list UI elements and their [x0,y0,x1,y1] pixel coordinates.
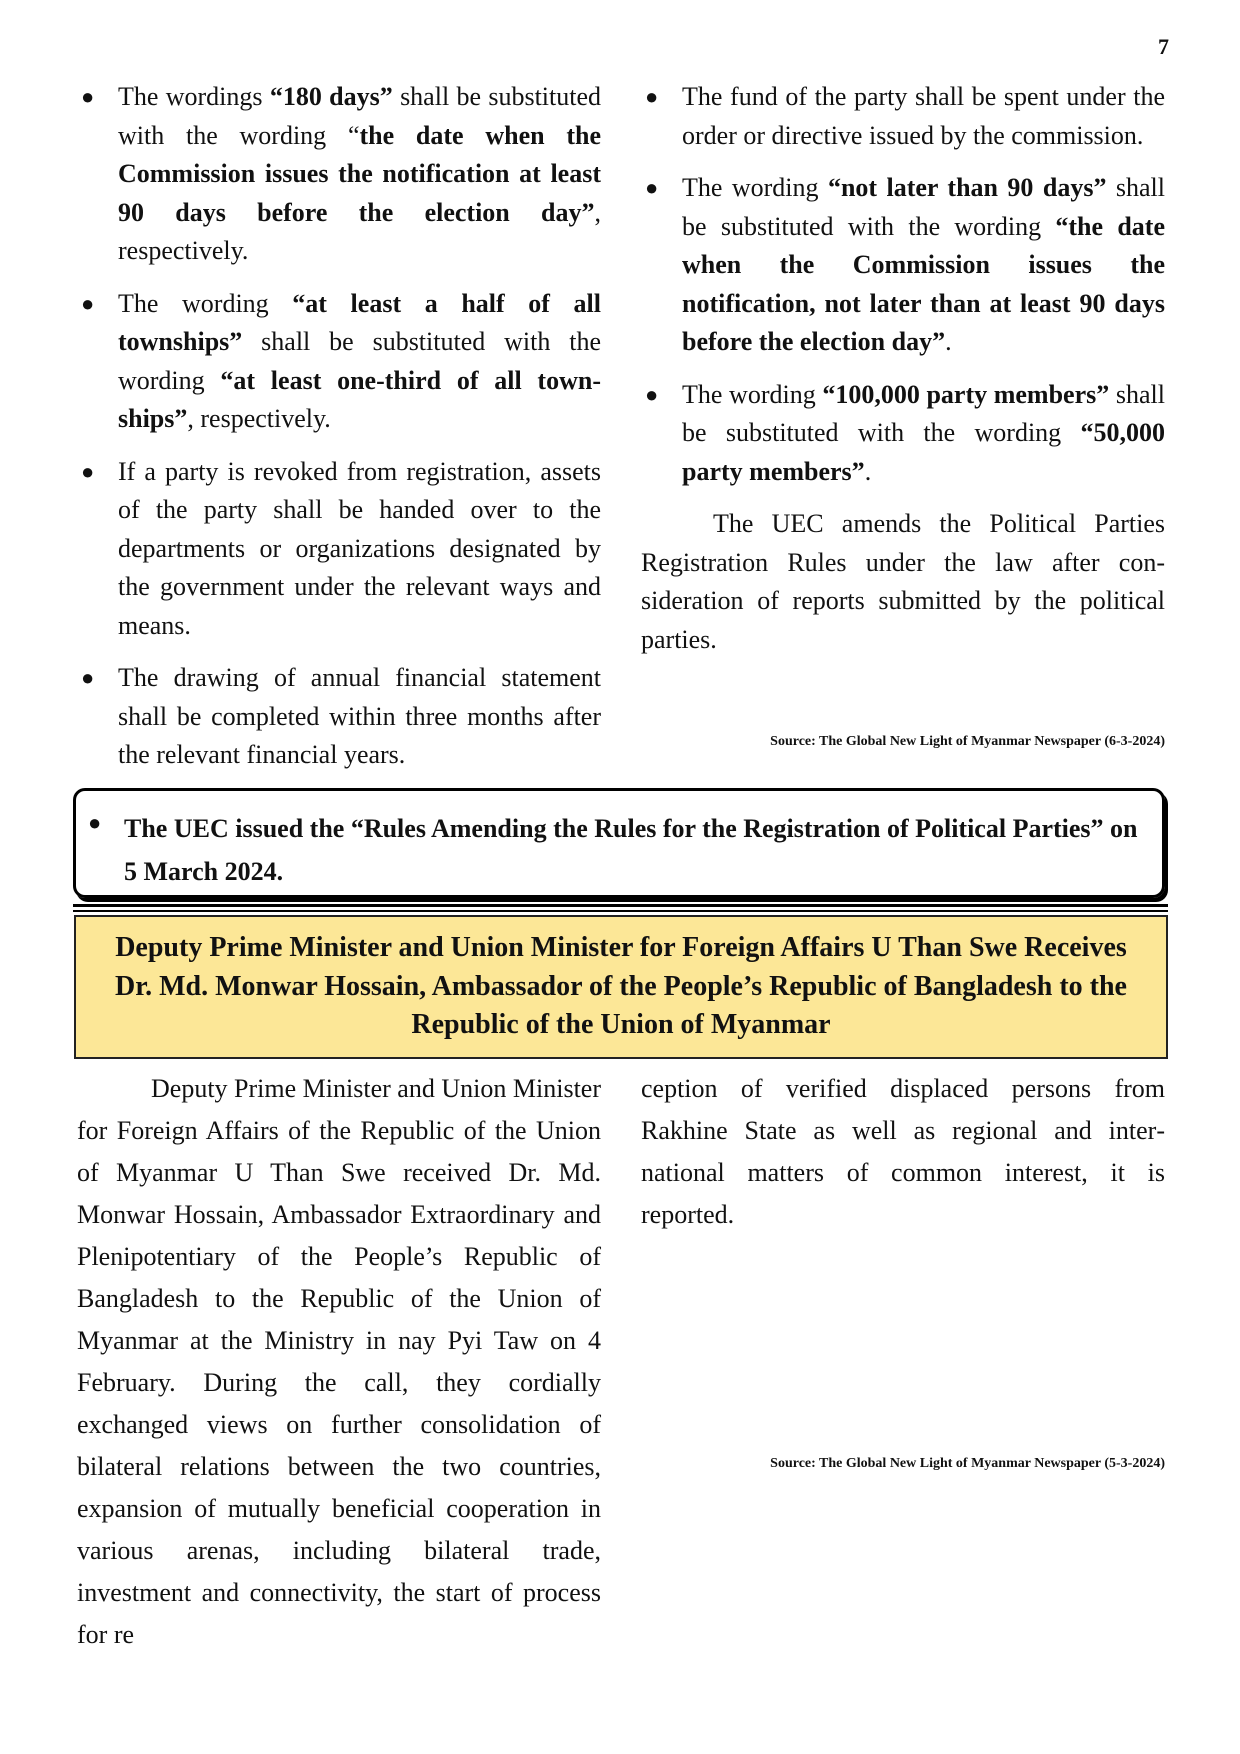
amendment-item [77,78,601,271]
article-left-column [77,1068,601,1656]
amendment-item [77,453,601,646]
amendment-item [77,285,601,439]
emphasis-text: “at least a half of all townships” [118,288,601,356]
source-citation-amendments: Source: The Global New Light of Myanmar Newspaper (6-3-2024) [770,734,1165,749]
amendment-item [641,376,1165,492]
page-number: 7 [1158,34,1169,59]
closing-paragraph: The UEC amends the Political Parties Registration Rules under the law after consideration of reports submitted by the political parties. [641,509,1165,654]
item-text: shall be substituted with the wording [682,173,1165,241]
emphasis-text: “100,000 party members” [822,379,1110,409]
amendments-list-left [77,78,601,775]
item-text: The wordings [118,82,270,111]
item-text: , respectively. [118,197,601,265]
emphasis-text: “not later than 90 days” [827,173,1107,202]
item-text: The wording [682,173,828,202]
item-text: The wording [682,379,823,409]
emphasis-text: “50,000 party members” [682,418,1165,486]
notice-box [73,788,1165,898]
item-text: . [864,456,872,486]
item-text: shall be substituted with the wording [118,327,601,395]
item-text: The drawing of annual financial statement shall be completed within three months after the relevant financial years. [118,663,601,769]
source-citation-article: Source: The Global New Light of Myanmar Newspaper (5-3-2024) [770,1456,1165,1471]
article-right-column [641,1068,1165,1236]
item-text: shall be substituted with the wording “ [118,82,602,150]
amendment-item [77,659,601,775]
amendment-item [641,169,1165,362]
item-text: , respectively. [187,404,331,433]
emphasis-text: “the date when the Commission issues the notification, not later than at least 90 days before the election day” [682,211,1165,356]
article-headline-box [74,915,1168,1059]
amendments-right-column [641,78,1165,659]
emphasis-text: the date when the Commission issues the notification at least 90 days before the election day” [118,120,601,227]
divider-line [73,910,1168,912]
bullet-icon: ● [645,175,659,200]
bullet-icon: ● [81,665,95,690]
item-text: If a party is revoked from registration, assets of the party shall be handed over to the departments or organizations designated by the government under the relevant ways and means. [118,456,601,640]
bullet-icon: ● [88,810,102,835]
bullet-icon: ● [645,84,659,109]
amendment-item [641,78,1165,155]
divider-line [73,904,1168,907]
emphasis-text: “at least one-third of all townships” [118,365,601,433]
item-text: . [945,327,952,356]
amendments-left-column [77,78,601,789]
bullet-icon: ● [81,458,95,484]
item-text: The fund of the party shall be spent under the order or directive issued by the commission. [682,82,1165,150]
article-body-right: ception of verified displaced persons from Rakhine State as well as regional and international matters of common interest, it is reported. [641,1074,1165,1229]
emphasis-text: “180 days” [269,82,393,111]
bullet-icon: ● [81,84,95,109]
item-text: The wording [118,288,293,318]
article-headline: Deputy Prime Minister and Union Minister for Foreign Affairs U Than Swe Receives Dr. Md. Monwar Hossain, Ambassador of the People’s Republic of Bangladesh to the Republic of the Union of Myanmar [115,932,1127,1041]
bullet-icon: ● [645,381,659,407]
amendments-list-right [641,78,1165,491]
item-text: shall be substituted with the wording [682,379,1165,447]
notice-text: The UEC issued the “Rules Amending the Rules for the Registration of Political Parties” on 5 March 2024. [124,814,1138,886]
bullet-icon: ● [81,290,95,316]
article-body-left: Deputy Prime Minister and Union Minister for Foreign Affairs of the Republic of the Union of Myanmar U Than Swe received Dr. Md. Monwar Hossain, Ambassador Extraordinary and Plenipotentiary of the People’s Republic of Bangladesh to the Republic of the Union of Myanmar at the Ministry in nay Pyi Taw on 4 February. During the call, they cordially exchanged views on further consolidation of bilateral relations between the two countries, expansion of mutually beneficial cooperation in various arenas, including bilateral trade, investment and connectivity, the start of process for re [77,1074,601,1649]
